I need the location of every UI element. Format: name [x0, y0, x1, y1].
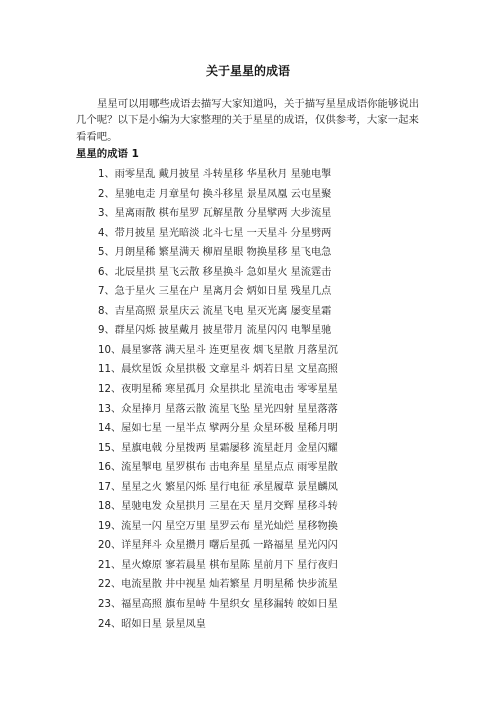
list-item: 9、群星闪烁 披星戴月 披星带月 流星闪闪 电掣星驰 — [98, 325, 332, 337]
list-item: 19、流星一闪 星空万里 星罗云布 星光灿烂 星移物换 — [98, 520, 338, 532]
list-item: 12、夜明星稀 寒星孤月 众星拱北 星流电击 零零星星 — [98, 384, 338, 396]
list-item: 6、北辰星拱 星飞云散 移星换斗 急如星火 星流霆击 — [98, 266, 332, 278]
list-item: 22、电流星散 井中视星 灿若繁星 月明星稀 快步流星 — [98, 579, 338, 591]
list-item: 4、带月披星 星光暗淡 北斗七星 一天星斗 分星劈两 — [98, 227, 332, 239]
list-item: 7、急于星火 三星在户 星离月会 炳如日星 残星几点 — [98, 286, 332, 298]
list-item: 14、屋如七星 一星半点 擘两分星 众星环极 星稀月明 — [98, 423, 338, 435]
list-item: 24、昭如日星 景星凤皇 — [98, 618, 206, 630]
document-title: 关于星星的成语 — [205, 64, 290, 78]
list-item: 1、雨零星乱 戴月披星 斗转星移 华星秋月 星驰电掣 — [98, 169, 332, 180]
list-item: 16、流星掣电 星罗棋布 击电奔星 星星点点 雨零星散 — [98, 462, 338, 474]
list-item: 21、星火燎原 寥若晨星 棋布星陈 星前月下 星行夜归 — [98, 559, 338, 571]
list-item: 11、晨炊星饭 众星拱极 文章星斗 炳若日星 文星高照 — [98, 364, 338, 376]
list-item: 2、星驰电走 月章星句 换斗移星 景星凤凰 云屯星聚 — [98, 188, 332, 200]
list-item: 17、星星之火 繁星闪烁 星行电征 承星履草 景星麟凤 — [98, 481, 338, 493]
intro-paragraph: 星星可以用哪些成语去描写大家知道吗，关于描写星星成语你能够说出几个呢？以下是小编为大家整理的关于星星的成语，仅供参考，大家一起来看看吧。 — [76, 98, 420, 143]
idiom-list — [98, 167, 338, 636]
list-item: 18、星驰电发 众星拱月 三星在天 星月交辉 星移斗转 — [98, 501, 338, 513]
list-item: 8、吉星高照 景星庆云 流星飞电 星灭光离 屡变星霜 — [98, 305, 332, 317]
list-item: 5、月朗星稀 繁星满天 柳眉星眼 物换星移 星飞电急 — [98, 247, 332, 259]
section-heading: 星星的成语 1 — [76, 148, 139, 160]
list-item: 23、福星高照 旗布星峙 牛星织女 星移漏转 皎如日星 — [98, 599, 338, 611]
list-item: 15、星旗电戟 分星拨两 星霜屡移 流星赶月 金星闪耀 — [98, 442, 338, 454]
list-item: 13、众星捧月 星落云散 流星飞坠 星光四射 星星落落 — [98, 403, 338, 415]
list-item: 3、星离雨散 棋布星罗 瓦解星散 分星擘两 大步流星 — [98, 208, 332, 220]
list-item: 10、晨星寥落 满天星斗 连更星夜 烟飞星散 月落星沉 — [98, 344, 338, 356]
list-item: 20、详星拜斗 众星攒月 曙后星孤 一路福星 星光闪闪 — [98, 540, 338, 552]
